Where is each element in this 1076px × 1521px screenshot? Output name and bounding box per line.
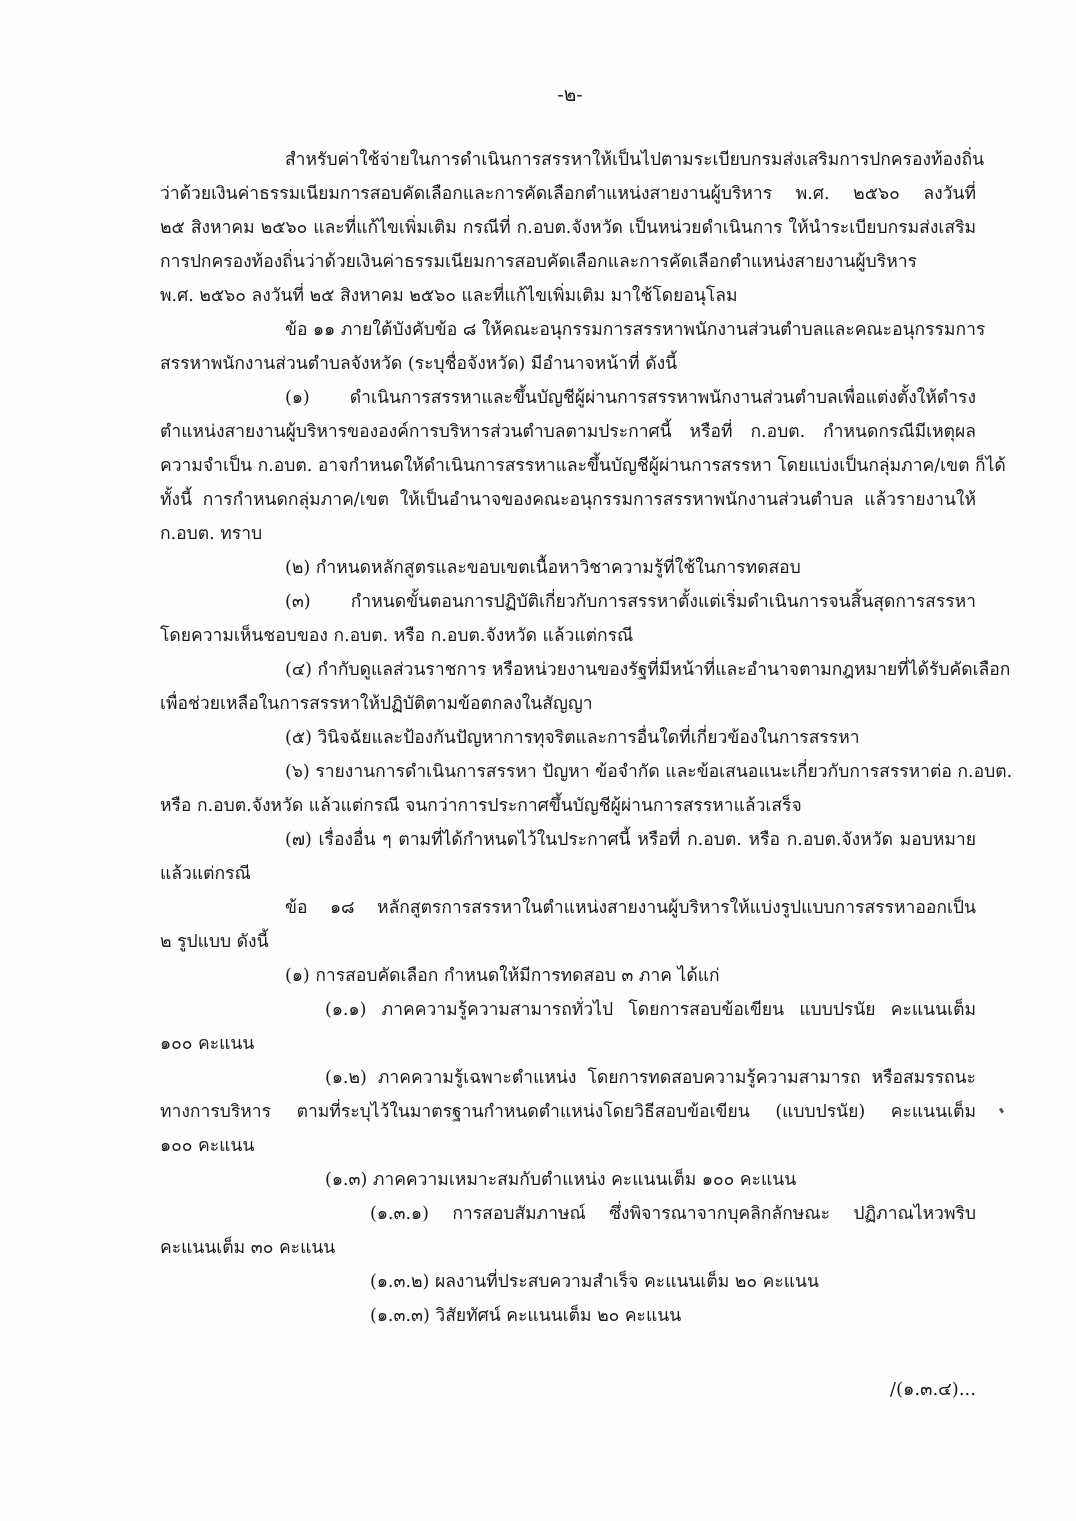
text-line: (๑) การสอบคัดเลือก กำหนดให้มีการทดสอบ ๓ ภาค ได้แก่	[285, 966, 720, 986]
text-line: (๑.๑) ภาคความรู้ความสามารถทั่วไป โดยการสอบข้อเขียน แบบปรนัย คะแนนเต็ม	[325, 1000, 976, 1020]
page-number: -๒-	[557, 84, 583, 106]
text-line: ๑๐๐ คะแนน	[160, 1136, 255, 1156]
text-line: สรรหาพนักงานส่วนตำบลจังหวัด (ระบุชื่อจังหวัด) มีอำนาจหน้าที่ ดังนี้	[160, 354, 678, 374]
text-line: แล้วแต่กรณี	[160, 864, 251, 884]
text-line: ตำแหน่งสายงานผู้บริหารขององค์การบริหารส่วนตำบลตามประกาศนี้ หรือที่ ก.อบต. กำหนดกรณีมีเหตุผล	[160, 422, 976, 442]
text-line: (๑.๓.๒) ผลงานที่ประสบความสำเร็จ คะแนนเต็ม ๒๐ คะแนน	[370, 1272, 819, 1292]
text-line: (๖) รายงานการดำเนินการสรรหา ปัญหา ข้อจำกัด และข้อเสนอแนะเกี่ยวกับการสรรหาต่อ ก.อบต.	[285, 762, 1013, 782]
continuation-marker: /(๑.๓.๔)...	[889, 1379, 976, 1400]
text-line: สำหรับค่าใช้จ่ายในการดำเนินการสรรหาให้เป็นไปตามระเบียบกรมส่งเสริมการปกครองท้องถิ่น	[285, 150, 985, 170]
text-line: ก.อบต. ทราบ	[160, 524, 263, 544]
text-line: เพื่อช่วยเหลือในการสรรหาให้ปฏิบัติตามข้อตกลงในสัญญา	[160, 694, 593, 714]
text-line: ๒๕ สิงหาคม ๒๕๖๐ และที่แก้ไขเพิ่มเติม กรณีที่ ก.อบต.จังหวัด เป็นหน่วยดำเนินการ ให้นำระเบียบกรมส่งเสริม	[160, 218, 976, 238]
text-line: ทางการบริหาร ตามที่ระบุไว้ในมาตรฐานกำหนดตำแหน่งโดยวิธีสอบข้อเขียน (แบบปรนัย) คะแนนเต็ม	[160, 1102, 976, 1122]
text-line: พ.ศ. ๒๕๖๐ ลงวันที่ ๒๕ สิงหาคม ๒๕๖๐ และที่แก้ไขเพิ่มเติม มาใช้โดยอนุโลม	[160, 286, 738, 306]
text-line: ข้อ ๑๘ หลักสูตรการสรรหาในตำแหน่งสายงานผู้บริหารให้แบ่งรูปแบบการสรรหาออกเป็น	[285, 898, 976, 918]
text-line: (๑.๒) ภาคความรู้เฉพาะตำแหน่ง โดยการทดสอบความรู้ความสามารถ หรือสมรรถนะ	[325, 1068, 976, 1088]
text-line: (๗) เรื่องอื่น ๆ ตามที่ได้กำหนดไว้ในประกาศนี้ หรือที่ ก.อบต. หรือ ก.อบต.จังหวัด มอบหมาย	[285, 830, 976, 850]
text-line: หรือ ก.อบต.จังหวัด แล้วแต่กรณี จนกว่าการประกาศขึ้นบัญชีผู้ผ่านการสรรหาแล้วเสร็จ	[160, 796, 802, 816]
text-line: (๒) กำหนดหลักสูตรและขอบเขตเนื้อหาวิชาความรู้ที่ใช้ในการทดสอบ	[285, 558, 801, 578]
text-line: ทั้งนี้ การกำหนดกลุ่มภาค/เขต ให้เป็นอำนาจของคณะอนุกรรมการสรรหาพนักงานส่วนตำบล แล้วรายงานให้	[160, 490, 976, 510]
scan-speck	[999, 1108, 1004, 1114]
text-line: (๑.๓) ภาคความเหมาะสมกับตำแหน่ง คะแนนเต็ม ๑๐๐ คะแนน	[325, 1170, 797, 1190]
text-line: (๔) กำกับดูแลส่วนราชการ หรือหน่วยงานของรัฐที่มีหน้าที่และอำนาจตามกฎหมายที่ได้รับคัดเลือก	[285, 660, 1011, 680]
text-line: (๑) ดำเนินการสรรหาและขึ้นบัญชีผู้ผ่านการสรรหาพนักงานส่วนตำบลเพื่อแต่งตั้งให้ดำรง	[285, 388, 976, 408]
text-line: โดยความเห็นชอบของ ก.อบต. หรือ ก.อบต.จังหวัด แล้วแต่กรณี	[160, 626, 634, 646]
text-line: (๓) กำหนดขั้นตอนการปฏิบัติเกี่ยวกับการสรรหาตั้งแต่เริ่มดำเนินการจนสิ้นสุดการสรรหา	[285, 592, 976, 612]
text-line: การปกครองท้องถิ่นว่าด้วยเงินค่าธรรมเนียมการสอบคัดเลือกและการคัดเลือกตำแหน่งสายงานผู้บริหาร	[160, 252, 917, 272]
text-line: (๑.๓.๓) วิสัยทัศน์ คะแนนเต็ม ๒๐ คะแนน	[370, 1306, 682, 1326]
text-line: (๑.๓.๑) การสอบสัมภาษณ์ ซึ่งพิจารณาจากบุคลิกลักษณะ ปฏิภาณไหวพริบ	[370, 1204, 976, 1224]
text-line: ความจำเป็น ก.อบต. อาจกำหนดให้ดำเนินการสรรหาและขึ้นบัญชีผู้ผ่านการสรรหา โดยแบ่งเป็นกลุ่มภาค/เขต ก็ได้	[160, 456, 1006, 476]
text-line: ๑๐๐ คะแนน	[160, 1034, 255, 1054]
text-line: ว่าด้วยเงินค่าธรรมเนียมการสอบคัดเลือกและการคัดเลือกตำแหน่งสายงานผู้บริหาร พ.ศ. ๒๕๖๐ ลงวันที่	[160, 184, 976, 204]
text-line: ๒ รูปแบบ ดังนี้	[160, 932, 269, 952]
text-line: คะแนนเต็ม ๓๐ คะแนน	[160, 1238, 336, 1258]
text-line: ข้อ ๑๑ ภายใต้บังคับข้อ ๘ ให้คณะอนุกรรมการสรรหาพนักงานส่วนตำบลและคณะอนุกรรมการ	[285, 320, 986, 340]
text-line: (๕) วินิจฉัยและป้องกันปัญหาการทุจริตและการอื่นใดที่เกี่ยวข้องในการสรรหา	[285, 728, 860, 748]
